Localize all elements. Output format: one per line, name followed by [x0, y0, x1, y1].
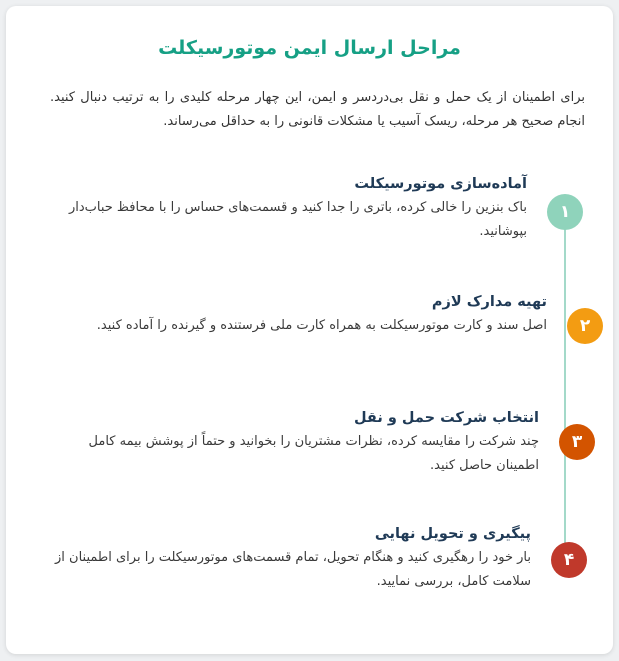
step-title: انتخاب شرکت حمل و نقل	[353, 410, 539, 426]
timeline-connector-line	[564, 212, 566, 562]
step-description: بار خود را رهگیری کنید و هنگام تحویل، تمام قسمت‌های موتورسیکلت را برای اطمینان از سلامت کامل، بررسی نمایید.	[55, 550, 531, 589]
step-number-badge: ۲	[567, 308, 603, 344]
step-content	[50, 292, 547, 338]
step-number-badge: ۱	[547, 194, 583, 230]
step-title: پیگیری و تحویل نهایی	[374, 526, 531, 542]
content-card	[6, 6, 613, 654]
step-description: باک بنزین را خالی کرده، باتری را جدا کنید و قسمت‌های حساس را با محافظ حباب‌دار بپوشانید.	[68, 200, 527, 239]
step-number-badge: ۴	[551, 542, 587, 578]
step-content	[50, 174, 527, 244]
steps-timeline	[50, 172, 593, 612]
step-description: چند شرکت را مقایسه کرده، نظرات مشتریان را بخوانید و حتماً از پوشش بیمه کامل اطمینان حاصل کنید.	[88, 434, 539, 473]
step-number-badge: ۳	[559, 424, 595, 460]
intro-paragraph: برای اطمینان از یک حمل و نقل بی‌دردسر و ایمن، این چهار مرحله کلیدی را به ترتیب دنبال کنید. انجام صحیح هر مرحله، ریسک آسیب یا مشکلات قانونی را به حداقل می‌رساند.	[50, 90, 585, 129]
step-title: تهیه مدارک لازم	[431, 294, 547, 310]
step-content	[50, 408, 539, 478]
page-title: مراحل ارسال ایمن موتورسیکلت	[158, 37, 461, 59]
step-content	[50, 524, 531, 594]
step-title: آماده‌سازی موتورسیکلت	[354, 176, 527, 192]
step-description: اصل سند و کارت موتورسیکلت به همراه کارت ملی فرستنده و گیرنده را آماده کنید.	[96, 318, 547, 333]
